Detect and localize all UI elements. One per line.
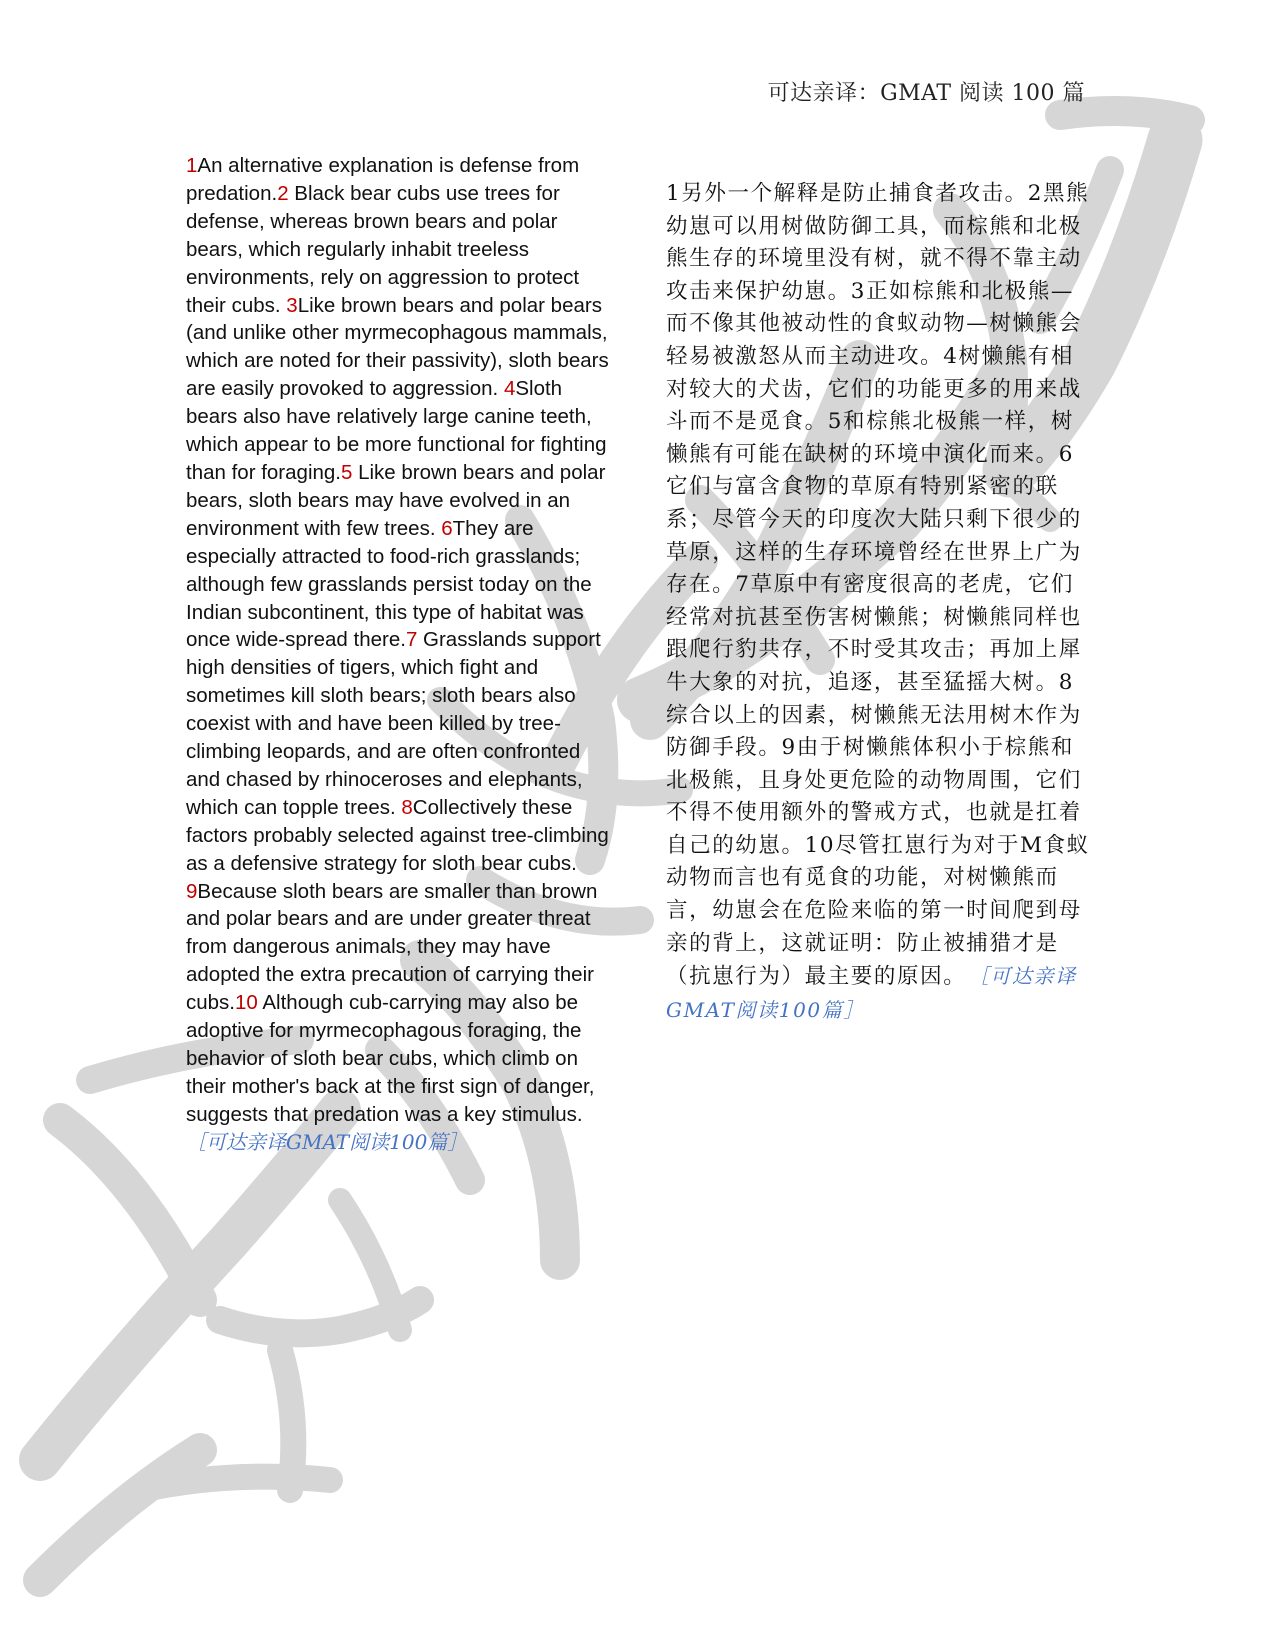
sentence-number: 9 <box>186 879 198 903</box>
sentence-text: Sloth bears also have relatively large canine teeth, which appear to be more functional for fighting than for foraging. <box>186 377 607 484</box>
sentence-text: Grasslands support high densities of tigers, which fight and sometimes kill sloth bears; sloth bears also coexist with and have been killed by tree-climbing leopards, and are often confronted and chased by rhinoceroses and elephants, which can topple trees. <box>186 628 601 819</box>
sentence-text: Black bear cubs use trees for defense, whereas brown bears and polar bears, which regularly inhabit treeless environments, rely on aggression to protect their cubs. <box>186 181 580 317</box>
english-text-column <box>186 152 611 1157</box>
sentence-number: 5 <box>341 460 353 484</box>
sentence-number: 8 <box>401 795 413 819</box>
sentence-text: Like brown bears and polar bears, sloth bears may have evolved in an environment with few trees. <box>186 460 606 540</box>
sentence-text: Collectively these factors probably selected against tree-climbing as a defensive strategy for sloth bear cubs. <box>186 795 609 875</box>
sentence-text: Like brown bears and polar bears (and unlike other myrmecophagous mammals, which are noted for their passivity), sloth bears are easily provoked to aggression. <box>186 293 609 401</box>
page-header: 可达亲译：GMAT 阅读 100 篇 <box>767 81 1085 106</box>
sentence-text: They are especially attracted to food-rich grasslands; although few grasslands persist today on the Indian subcontinent, this type of habitat was once wide-spread there. <box>186 516 592 652</box>
sentence-text: An alternative explanation is defense from predation. <box>186 154 580 205</box>
source-tag: ［可达亲译GMAT阅读100篇］ <box>186 1129 468 1154</box>
chinese-translation-column <box>666 178 1090 1027</box>
source-tag: ［可达亲译GMAT阅读100篇］ <box>666 964 1077 1022</box>
sentence-number: 4 <box>503 377 516 401</box>
translation-text: 1另外一个解释是防止捕食者攻击。2黑熊幼崽可以用树做防御工具，而棕熊和北极熊生存的环境里没有树，就不得不靠主动攻击来保护幼崽。3正如棕熊和北极熊—而不像其他被动性的食蚁动物—树懒熊会轻易被激怒从而主动进攻。4树懒熊有相对较大的犬齿，它们的功能更多的用来战斗而不是觅食。5和棕熊北极熊一样，树懒熊有可能在缺树的环境中演化而来。6它们与富含食物的草原有特别紧密的联系；尽管今天的印度次大陆只剩下很少的草原，这样的生存环境曾经在世界上广为存在。7草原中有密度很高的老虎，它们经常对抗甚至伤害树懒熊；树懒熊同样也跟爬行豹共存，不时受其攻击；再加上犀牛大象的对抗，追逐，甚至猛摇大树。8综合以上的因素，树懒熊无法用树木作为防御手段。9由于树懒熊体积小于棕熊和北极熊，且身处更危险的动物周围，它们不得不使用额外的警戒方式，也就是扛着自己的幼崽。10尽管扛崽行为对于M食蚁动物而言也有觅食的功能，对树懒熊而言，幼崽会在危险来临的第一时间爬到母亲的背上，这就证明：防止被捕猎才是（抗崽行为）最主要的原因。 <box>666 181 1090 990</box>
sentence-text: Because sloth bears are smaller than brown and polar bears and are under greater threat from dangerous animals, they may have adopted the extra precaution of carrying their cubs. <box>186 879 598 1015</box>
sentence-number: 10 <box>235 991 258 1015</box>
sentence-number: 7 <box>405 628 418 652</box>
sentence-number: 6 <box>441 516 453 540</box>
sentence-number: 1 <box>186 154 198 177</box>
sentence-number: 3 <box>286 293 298 317</box>
sentence-number: 2 <box>277 181 289 205</box>
sentence-text: Although cub-carrying may also be adoptive for myrmecophagous foraging, the behavior of sloth bear cubs, which climb on their mother's back at the first sign of danger, suggests that predation was a key stimulus. <box>186 991 595 1126</box>
